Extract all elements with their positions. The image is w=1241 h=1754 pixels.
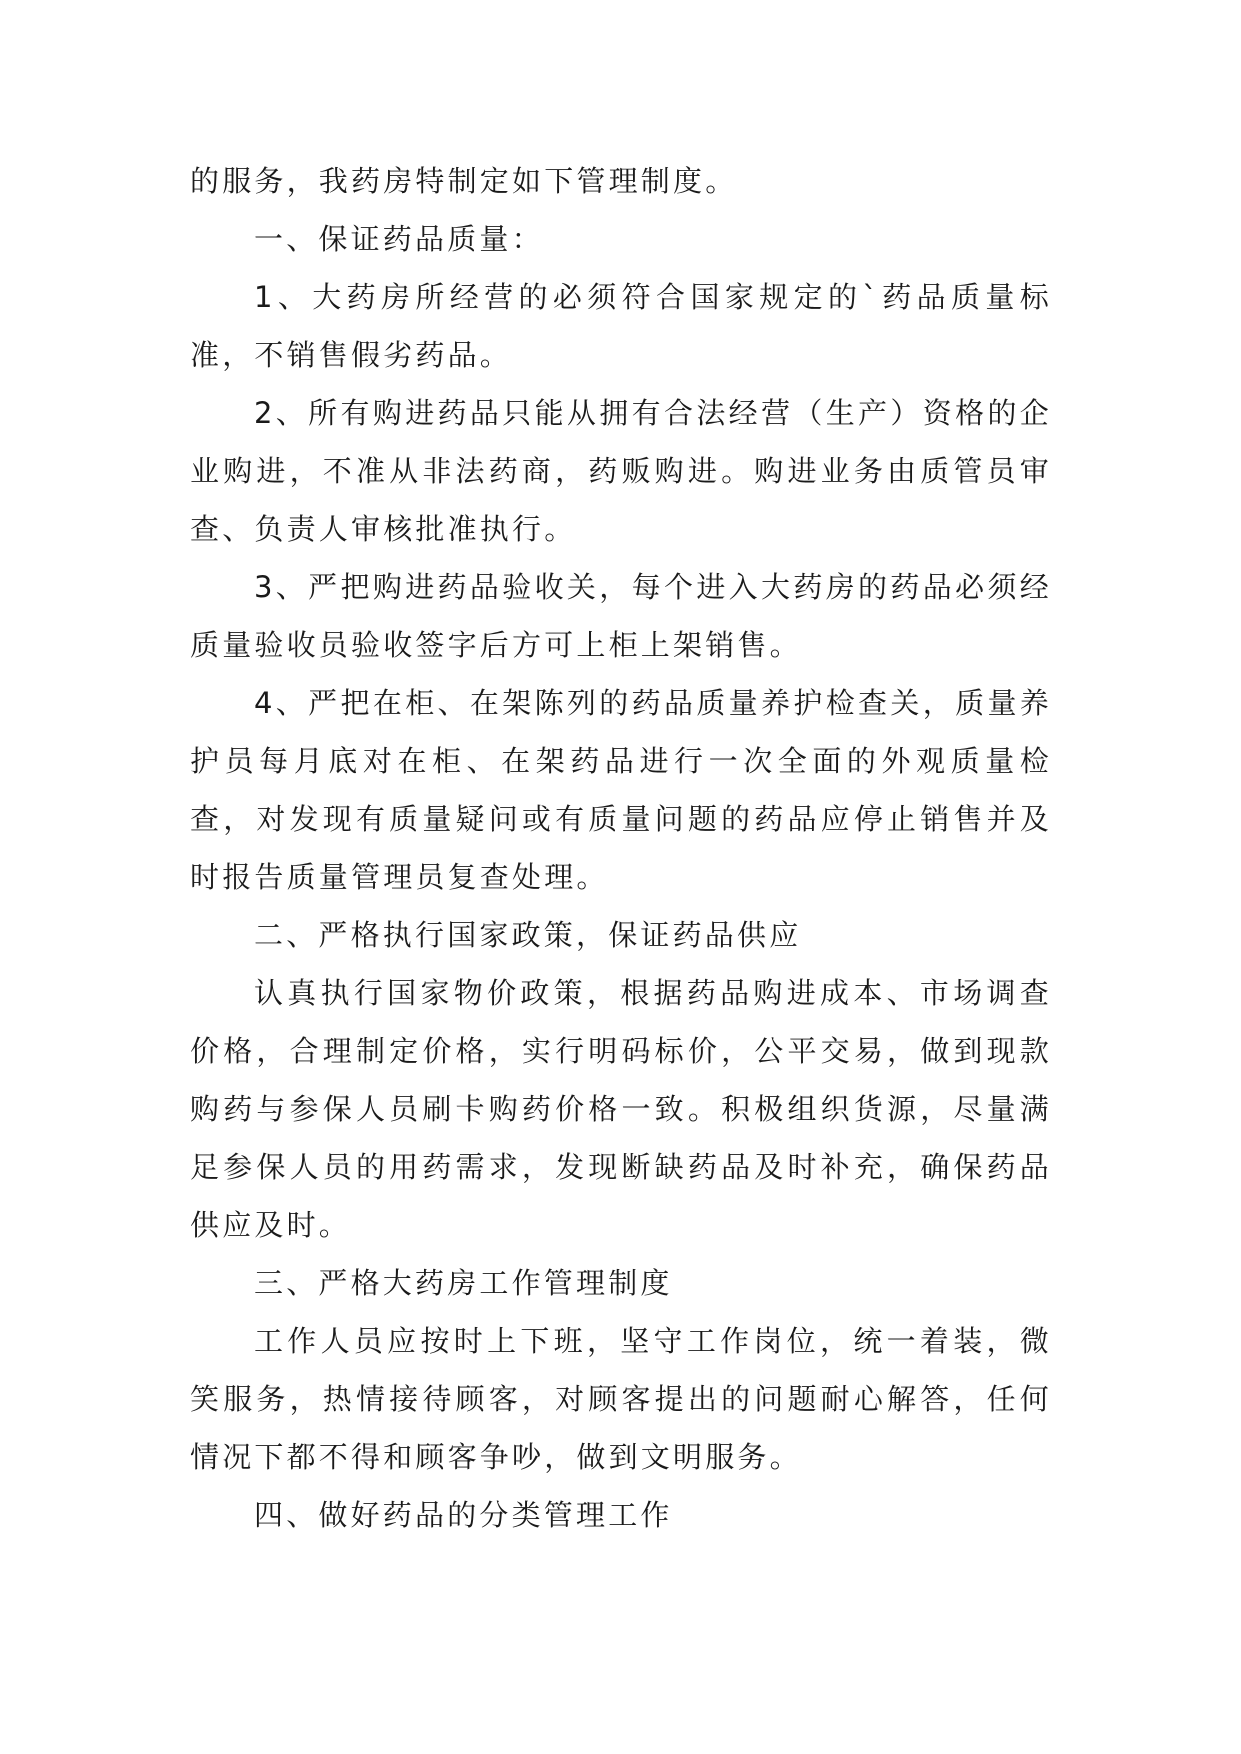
section-heading-work-rules: 三、严格大药房工作管理制度 bbox=[254, 1266, 673, 1300]
section-heading-quality: 一、保证药品质量： bbox=[254, 222, 544, 256]
clause-4-paragraph: 4、严把在柜、在架陈列的药品质量养护检查关，质量养护员每月底对在柜、在架药品进行一次全面的外观质量检查，对发现有质量疑问或有质量问题的药品应停止销售并及时报告质量管理员复查处理。 bbox=[190, 686, 1052, 894]
clause-1-paragraph: 1、大药房所经营的必须符合国家规定的`药品质量标准，不销售假劣药品。 bbox=[190, 280, 1052, 372]
section-heading-classification: 四、做好药品的分类管理工作 bbox=[254, 1498, 673, 1532]
clause-2-paragraph: 2、所有购进药品只能从拥有合法经营（生产）资格的企业购进，不准从非法药商，药贩购进。购进业务由质管员审查、负责人审核批准执行。 bbox=[190, 396, 1052, 546]
paragraph-intro-continuation: 的服务，我药房特制定如下管理制度。 bbox=[190, 164, 738, 198]
policy-paragraph: 认真执行国家物价政策，根据药品购进成本、市场调查价格，合理制定价格，实行明码标价，公平交易，做到现款购药与参保人员刷卡购药价格一致。积极组织货源，尽量满足参保人员的用药需求，发现断缺药品及时补充，确保药品供应及时。 bbox=[190, 976, 1052, 1242]
work-rules-paragraph: 工作人员应按时上下班，坚守工作岗位，统一着装，微笑服务，热情接待顾客，对顾客提出的问题耐心解答，任何情况下都不得和顾客争吵，做到文明服务。 bbox=[190, 1324, 1052, 1474]
document-body bbox=[190, 152, 1052, 1544]
clause-3-paragraph: 3、严把购进药品验收关，每个进入大药房的药品必须经质量验收员验收签字后方可上柜上架销售。 bbox=[190, 570, 1052, 662]
section-heading-policy: 二、严格执行国家政策，保证药品供应 bbox=[254, 918, 802, 952]
